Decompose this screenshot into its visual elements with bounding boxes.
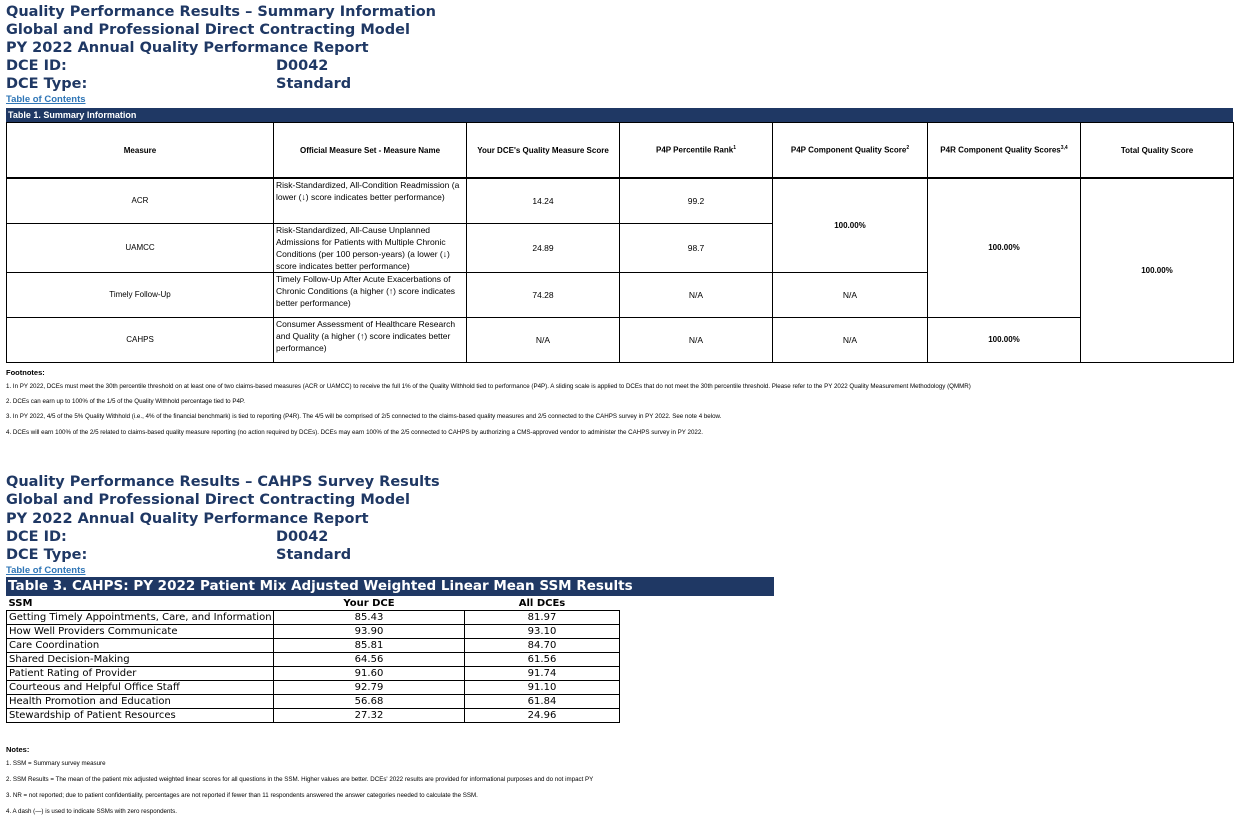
footnote-ref: 3,4 [1060, 145, 1068, 152]
all-dces-cell: 91.74 [465, 667, 620, 681]
your-dce-cell: 85.43 [274, 611, 465, 625]
cahps-table [6, 597, 620, 723]
cahps-dce-type-row [6, 546, 352, 564]
header-score: Your DCE's Quality Measure Score [467, 123, 620, 179]
note-2: 2. SSM Results = The mean of the patient mix adjusted weighted linear scores for all questions in the SSM. Higher values are better. DCEs' 2022 results are provided for informational purposes and do not impact PY [6, 776, 594, 783]
all-dces-cell: 24.96 [465, 709, 620, 723]
your-dce-cell: 91.60 [274, 667, 465, 681]
footnote-ref: 1 [733, 145, 736, 152]
cahps-dce-id-row [6, 528, 329, 546]
p4p-merged-cell: 100.00% [773, 178, 928, 272]
dce-type-value: Standard [276, 76, 352, 92]
note-3: 3. NR = not reported; due to patient confidentiality, percentages are not reported if fewer than 11 respondents answered the answer categories needed to calculate the SSM. [6, 792, 478, 799]
footnotes-heading: Footnotes: [6, 368, 45, 377]
summary-table [6, 122, 1234, 363]
measure-name-cell: Risk-Standardized, All-Cause Unplanned Admissions for Patients with Multiple Chronic Conditions (per 100 person-years) (a lower (↓) score indicates better performance) [274, 223, 467, 272]
footnote-2: 2. DCEs can earn up to 100% of the 1/5 of the Quality Withhold percentage tied to P4P. [6, 398, 245, 405]
table-row [7, 653, 620, 667]
ssm-cell: Patient Rating of Provider [7, 667, 274, 681]
header-p4r-label: P4R Component Quality Scores [940, 145, 1061, 155]
cahps-model-title: Global and Professional Direct Contracting Model [6, 492, 410, 508]
measure-name-cell: Timely Follow-Up After Acute Exacerbations of Chronic Conditions (a higher (↑) score indicates better performance) [274, 272, 467, 317]
all-dces-cell: 84.70 [465, 639, 620, 653]
summary-model-title: Global and Professional Direct Contracting Model [6, 22, 410, 38]
dce-id-label: DCE ID: [6, 58, 67, 74]
percentile-cell: 98.7 [620, 223, 773, 272]
summary-title: Quality Performance Results – Summary Information [6, 4, 437, 20]
measure-name-cell: Risk-Standardized, All-Condition Readmission (a lower (↓) score indicates better performance) [274, 178, 467, 223]
header-p4p-label: P4P Component Quality Score [790, 145, 907, 155]
percentile-cell: 99.2 [620, 178, 773, 223]
header-p4p [773, 123, 928, 179]
cahps-title: Quality Performance Results – CAHPS Survey Results [6, 474, 440, 490]
table-row [7, 625, 620, 639]
measure-name-cell: Consumer Assessment of Healthcare Research and Quality (a higher (↑) score indicates better performance) [274, 317, 467, 362]
footnote-4: 4. DCEs will earn 100% of the 2/5 related to claims-based quality measure reporting (no action required by DCEs). DCEs may earn 100% of the 2/5 connected to CAHPS by authorizing a CMS-approved vendor to administer the CAHPS survey in PY 2022. [6, 429, 704, 436]
header-percentile-label: P4P Percentile Rank [655, 145, 734, 155]
table-row [7, 178, 1234, 223]
ssm-cell: Care Coordination [7, 639, 274, 653]
table1-title: Table 1. Summary Information [6, 108, 1233, 122]
table-row [7, 611, 620, 625]
all-dces-cell: 61.56 [465, 653, 620, 667]
footnote-ref: 2 [906, 145, 910, 152]
p4p-cell: N/A [773, 317, 928, 362]
header-measure: Measure [7, 123, 274, 179]
summary-dce-id-row [6, 57, 329, 75]
all-dces-cell: 81.97 [465, 611, 620, 625]
ssm-cell: Getting Timely Appointments, Care, and Information [7, 611, 274, 625]
all-dces-cell: 93.10 [465, 625, 620, 639]
dce-type-value: Standard [276, 547, 352, 563]
your-dce-cell: 93.90 [274, 625, 465, 639]
note-4: 4. A dash (—) is used to indicate SSMs with zero respondents. [6, 808, 177, 815]
table-row [7, 667, 620, 681]
score-cell: 14.24 [467, 178, 620, 223]
p4r-cell: 100.00% [928, 317, 1081, 362]
header-ssm: SSM [8, 598, 33, 609]
table-row [7, 695, 620, 709]
measure-cell: Timely Follow-Up [7, 272, 274, 317]
ssm-cell: Health Promotion and Education [7, 695, 274, 709]
your-dce-cell: 27.32 [274, 709, 465, 723]
cahps-report-title: PY 2022 Annual Quality Performance Report [6, 511, 369, 527]
header-all-dces: All DCEs [518, 598, 566, 609]
footnote-3: 3. In PY 2022, 4/5 of the 5% Quality Withhold (i.e., 4% of the financial benchmark) is tied to reporting (P4R). The 4/5 will be comprised of 2/5 connected to the claims-based quality measures and 2/5 connected to the CAHPS survey in PY 2022. See note 4 below. [6, 413, 722, 420]
score-cell: 74.28 [467, 272, 620, 317]
percentile-cell: N/A [620, 317, 773, 362]
all-dces-cell: 61.84 [465, 695, 620, 709]
header-your-dce: Your DCE [343, 598, 395, 609]
measure-cell: UAMCC [7, 223, 274, 272]
total-score-cell: 100.00% [1081, 178, 1234, 362]
percentile-cell: N/A [620, 272, 773, 317]
header-total: Total Quality Score [1081, 123, 1234, 179]
p4p-cell: N/A [773, 272, 928, 317]
dce-type-label: DCE Type: [6, 76, 88, 92]
table-row [7, 709, 620, 723]
dce-type-label: DCE Type: [6, 547, 88, 563]
ssm-cell: Stewardship of Patient Resources [7, 709, 274, 723]
table-of-contents-link[interactable]: Table of Contents [6, 94, 86, 105]
header-p4r [928, 123, 1081, 179]
table-row [7, 639, 620, 653]
p4r-merged-cell: 100.00% [928, 178, 1081, 317]
measure-cell: ACR [7, 178, 274, 223]
summary-dce-type-row [6, 75, 352, 93]
table-row [7, 317, 1234, 362]
note-1: 1. SSM = Summary survey measure [6, 760, 106, 767]
table-header-row [7, 597, 620, 611]
table-row [7, 681, 620, 695]
score-cell: 24.89 [467, 223, 620, 272]
dce-id-value: D0042 [276, 58, 329, 74]
notes-heading: Notes: [6, 745, 30, 754]
dce-id-value: D0042 [276, 529, 329, 545]
score-cell: N/A [467, 317, 620, 362]
header-measure-name: Official Measure Set - Measure Name [274, 123, 467, 179]
summary-report-title: PY 2022 Annual Quality Performance Report [6, 40, 369, 56]
your-dce-cell: 85.81 [274, 639, 465, 653]
your-dce-cell: 56.68 [274, 695, 465, 709]
table-of-contents-link[interactable]: Table of Contents [6, 565, 86, 576]
dce-id-label: DCE ID: [6, 529, 67, 545]
all-dces-cell: 91.10 [465, 681, 620, 695]
footnote-1: 1. In PY 2022, DCEs must meet the 30th percentile threshold on at least one of two claims-based measures (ACR or UAMCC) to receive the full 1% of the Quality Withhold tied to performance (P4P). A sliding scale is applied to DCEs that do not meet the 30th percentile threshold. Please refer to the PY 2022 Quality Measurement Methodology (QMMR) [6, 383, 971, 390]
your-dce-cell: 92.79 [274, 681, 465, 695]
table-header-row [7, 123, 1234, 179]
table3-title: Table 3. CAHPS: PY 2022 Patient Mix Adjusted Weighted Linear Mean SSM Results [6, 577, 774, 596]
ssm-cell: Courteous and Helpful Office Staff [7, 681, 274, 695]
measure-cell: CAHPS [7, 317, 274, 362]
ssm-cell: How Well Providers Communicate [7, 625, 274, 639]
your-dce-cell: 64.56 [274, 653, 465, 667]
header-percentile [620, 123, 773, 179]
ssm-cell: Shared Decision-Making [7, 653, 274, 667]
